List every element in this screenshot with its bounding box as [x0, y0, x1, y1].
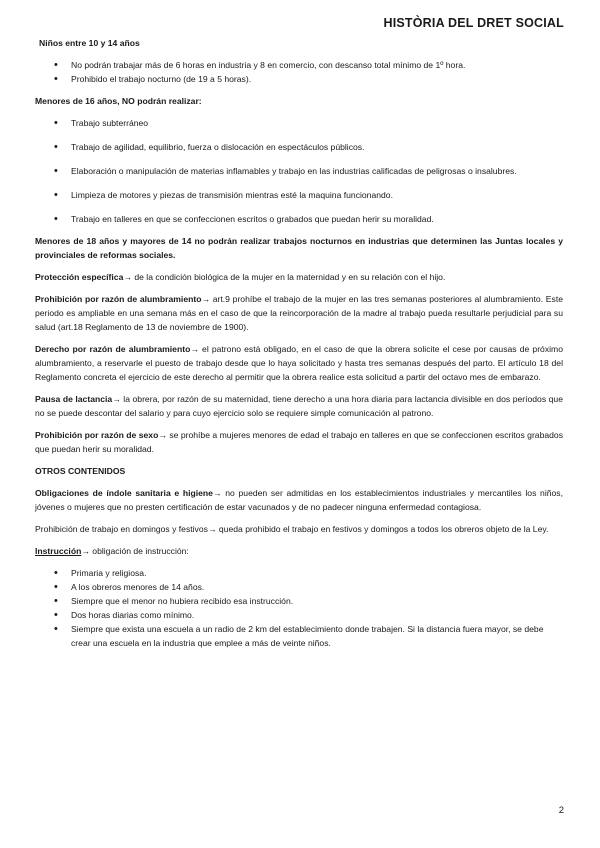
list-item: • Siempre que el menor no hubiera recibido esa instrucción.: [71, 594, 563, 608]
term-text: de la condición biológica de la mujer en la maternidad y en su relación con el hijo.: [131, 272, 446, 282]
list-item: • Elaboración o manipulación de materias inflamables y trabajo en las industrias calificadas de peligrosas o insalubres.: [71, 164, 563, 178]
list-item: • Dos horas diarias como mínimo.: [71, 608, 563, 622]
term-text: art.9 prohíbe el trabajo de la mujer en las tres semanas posteriores al alumbramiento. Este periodo es ampliable en una semana más en el caso de que la reincorporación de la madre al trabajo pueda resultarle perjudicial para su salud (art.18 Reglamento de 13 de noviembre de 1900).: [35, 294, 563, 332]
heading-otros-contenidos: OTROS CONTENIDOS: [35, 466, 126, 476]
list-item: • No podrán trabajar más de 6 horas en industria y 8 en comercio, con descanso total mínimo de 1º hora.: [71, 58, 563, 72]
list-ninos: [35, 58, 563, 86]
arrow-icon: →: [207, 524, 217, 534]
list-item: • Limpieza de motores y piezas de transmisión mientras esté la maquina funcionando.: [71, 188, 563, 202]
paragraph-derecho-alumbramiento: [35, 342, 563, 384]
paragraph-menores-18: Menores de 18 años y mayores de 14 no podrán realizar trabajos nocturnos en industrias que determinen las Juntas locales y provinciales de reformas sociales.: [35, 236, 563, 260]
arrow-icon: →: [123, 272, 132, 282]
paragraph-prohibicion-sexo: [35, 428, 563, 456]
document-body: [35, 36, 563, 658]
paragraph-domingos: [35, 522, 563, 536]
list-menores-16: [35, 116, 563, 226]
term-text: obligación de instrucción:: [89, 546, 189, 556]
term-text: no pueden ser admitidas en los establecimientos industriales y mercantiles los niños, jóvenes o mujeres que no presten certificación de estar vacunados y de no padecer ninguna enfermedad contagiosa.: [35, 488, 563, 512]
list-instruccion: [35, 566, 563, 650]
term-text: el patrono está obligado, en el caso de que la obrera solicite el cese por causas de próximo alumbramiento, a reservarle el puesto de trabajo desde que lo haya solicitado y hasta tres semanas después del parto. El artículo 18 del Reglamento concreta el ejercicio de este derecho al permitir que la obrera realice esta solicitud a partir del octavo mes de embarazo.: [35, 344, 563, 382]
term-label: Pausa de lactancia: [35, 394, 113, 404]
arrow-icon: →: [201, 294, 211, 304]
list-item: • Primaria y religiosa.: [71, 566, 563, 580]
term-label: Obligaciones de índole sanitaria e higiene: [35, 488, 213, 498]
arrow-icon: →: [190, 344, 199, 354]
term-label: Protección específica: [35, 272, 124, 282]
term-text: se prohíbe a mujeres menores de edad el trabajo en talleres en que se confeccionen escritos grabados que puedan herir su moralidad.: [35, 430, 563, 454]
list-item: • Prohibido el trabajo nocturno (de 19 a 5 horas).: [71, 72, 563, 86]
paragraph-obligaciones: [35, 486, 563, 514]
heading-menores-16: Menores de 16 años, NO podrán realizar:: [35, 96, 202, 106]
arrow-icon: →: [158, 430, 167, 440]
term-label: Instrucción: [35, 546, 82, 556]
term-label: Prohibición por razón de alumbramiento: [35, 294, 202, 304]
arrow-icon: →: [81, 546, 90, 556]
list-item: • Trabajo subterráneo: [71, 116, 563, 130]
list-item: • Siempre que exista una escuela a un radio de 2 km del establecimiento donde trabajen. Si la distancia fuera mayor, se debe crear una escuela en la industria que emplee a más de veinte niños.: [71, 622, 563, 650]
arrow-icon: →: [212, 488, 222, 498]
term-text: queda prohibido el trabajo en festivos y domingos a todos los obreros objeto de la Ley.: [216, 524, 549, 534]
document-header-title: HISTÒRIA DEL DRET SOCIAL: [383, 16, 564, 30]
list-item: • Trabajo de agilidad, equilibrio, fuerza o dislocación en espectáculos públicos.: [71, 140, 563, 154]
page-number: 2: [558, 805, 564, 816]
term-label: Prohibición por razón de sexo: [35, 430, 159, 440]
term-text: la obrera, por razón de su maternidad, tiene derecho a una hora diaria para lactancia divisible en dos períodos que no se puede descontar del salario y para cuyo ejercicio solo se requiere simple comunicación al patrono.: [35, 394, 563, 418]
paragraph-proteccion: [35, 270, 563, 284]
list-item: • Trabajo en talleres en que se confeccionen escritos o grabados que puedan herir su moralidad.: [71, 212, 563, 226]
paragraph-lactancia: [35, 392, 563, 420]
arrow-icon: →: [112, 394, 121, 404]
paragraph-instruccion: [35, 544, 563, 558]
term-label: Derecho por razón de alumbramiento: [35, 344, 191, 354]
paragraph-prohibicion-alumbramiento: [35, 292, 563, 334]
heading-ninos: Niños entre 10 y 14 años: [39, 38, 140, 48]
term-label: Prohibición de trabajo en domingos y festivos: [35, 524, 208, 534]
list-item: • A los obreros menores de 14 años.: [71, 580, 563, 594]
